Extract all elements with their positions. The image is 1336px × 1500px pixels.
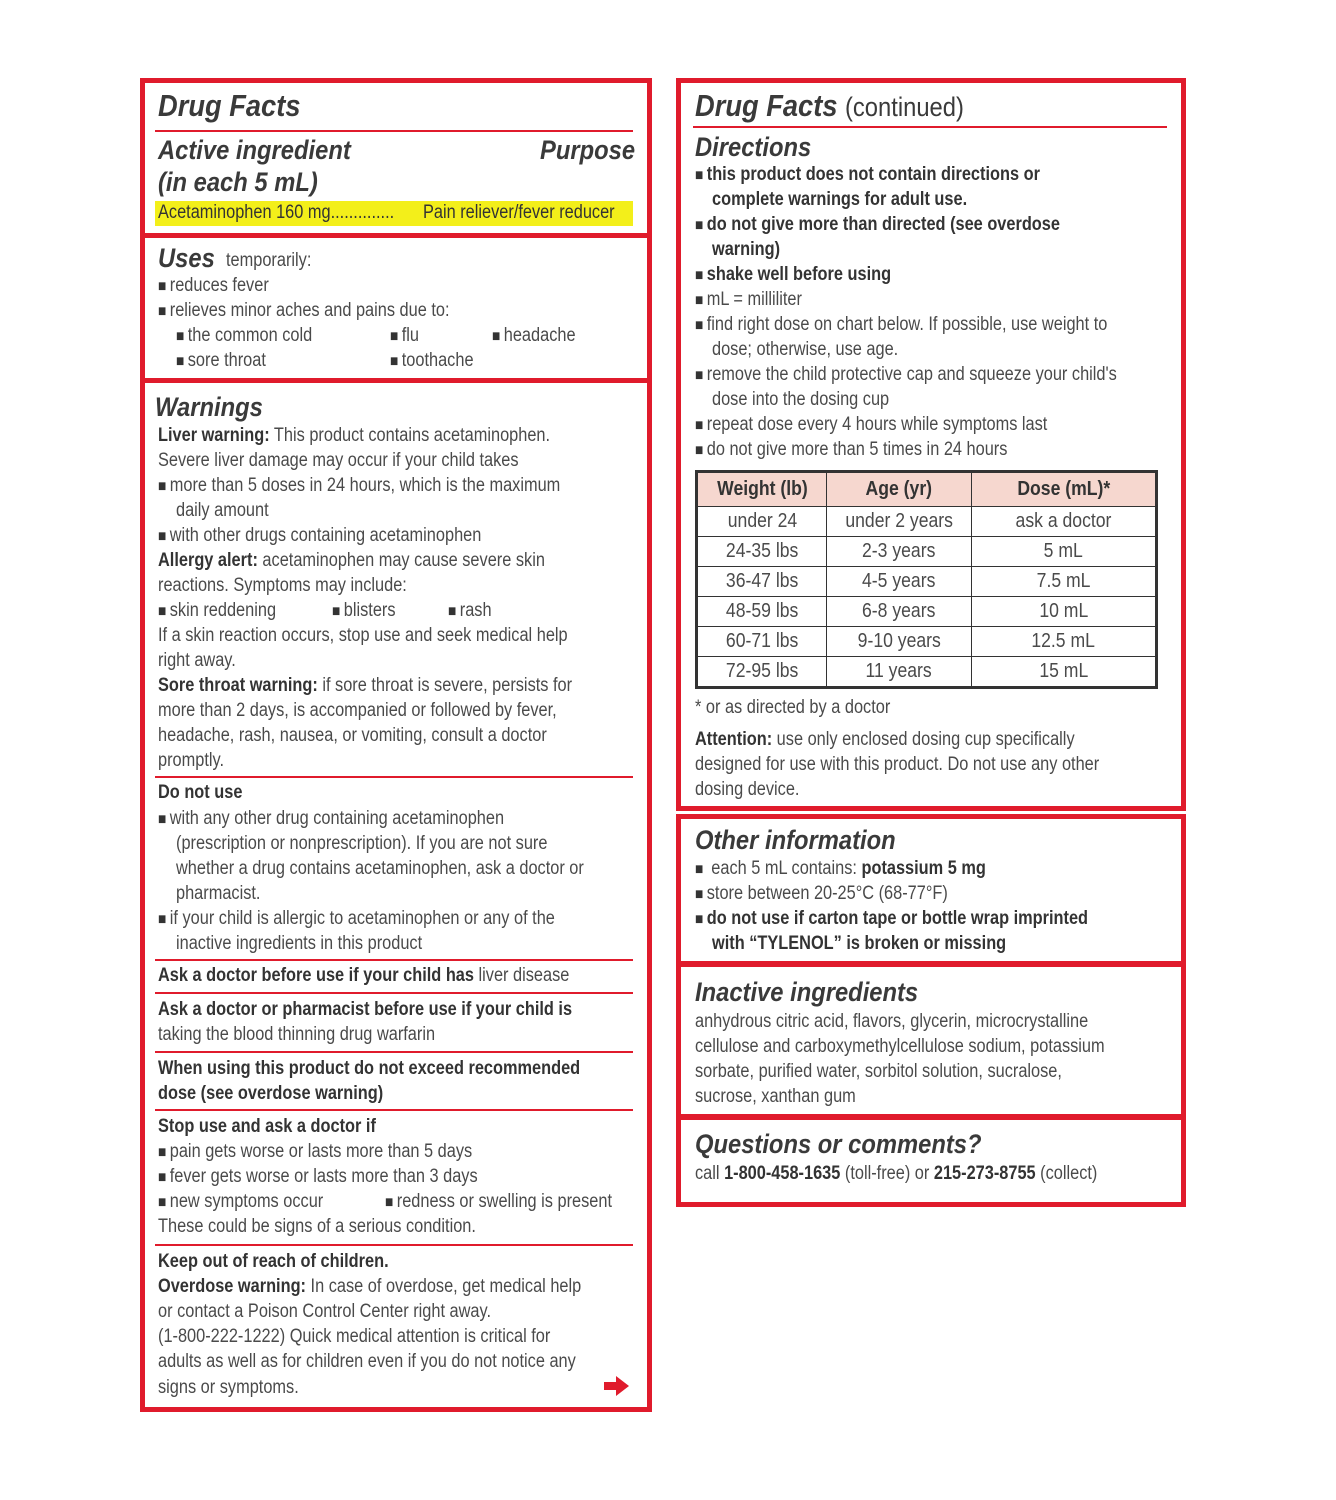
inactive-line: anhydrous citric acid, flavors, glycerin, microcrystalline bbox=[695, 1011, 1089, 1032]
ask-pharm-label: Ask a doctor or pharmacist before use if your child is bbox=[158, 999, 573, 1020]
ask-pharm-text: taking the blood thinning drug warfarin bbox=[158, 1024, 436, 1045]
uses-subitem: ■ the common cold bbox=[176, 325, 312, 347]
liver-item: ■ with other drugs containing acetaminophen bbox=[158, 525, 481, 547]
table-row: 36-47 lbs 4-5 years 7.5 mL bbox=[697, 567, 1157, 597]
liver-label: Liver warning: bbox=[158, 425, 270, 446]
allergy-item: ■ blisters bbox=[332, 600, 396, 622]
direction-item: dose; otherwise, use age. bbox=[712, 339, 899, 360]
stop-text: These could be signs of a serious condition. bbox=[158, 1216, 476, 1237]
allergy-line-4: right away. bbox=[158, 650, 236, 671]
direction-item: ■ do not give more than directed (see overdose bbox=[695, 214, 1060, 236]
allergy-line-3: If a skin reaction occurs, stop use and seek medical help bbox=[158, 625, 568, 646]
drug-facts-title-2: Drug Facts bbox=[695, 88, 838, 123]
other-info-heading: Other information bbox=[695, 825, 896, 855]
table-footnote: * or as directed by a doctor bbox=[695, 697, 891, 718]
direction-item: ■ find right dose on chart below. If possible, use weight to bbox=[695, 314, 1107, 336]
uses-subitem: ■ flu bbox=[390, 325, 419, 347]
ask-doctor-text: liver disease bbox=[473, 965, 570, 986]
stop-heading: Stop use and ask a doctor if bbox=[158, 1116, 376, 1137]
table-header-row bbox=[697, 472, 1157, 507]
divider bbox=[155, 959, 633, 961]
table-row: under 24 under 2 years ask a doctor bbox=[697, 507, 1157, 537]
attention-line-3: dosing device. bbox=[695, 779, 800, 800]
potassium-amount: potassium 5 mg bbox=[861, 858, 986, 879]
dnu-line: (prescription or nonprescription). If you are not sure bbox=[176, 833, 548, 854]
allergy-item: ■ rash bbox=[448, 600, 492, 622]
questions-tollfree: (toll-free) or bbox=[840, 1163, 934, 1184]
allergy-label: Allergy alert: bbox=[158, 550, 258, 571]
direction-item: ■ shake well before using bbox=[695, 264, 891, 286]
uses-subitem: ■ toothache bbox=[390, 350, 474, 372]
overdose-line-1 bbox=[158, 1276, 581, 1298]
table-header: Weight (lb) bbox=[697, 472, 827, 507]
direction-item: ■ this product does not contain directions or bbox=[695, 164, 1040, 186]
table-row: 60-71 lbs 9-10 years 12.5 mL bbox=[697, 627, 1157, 657]
inactive-line: sucrose, xanthan gum bbox=[695, 1086, 856, 1107]
warnings-heading: Warnings bbox=[155, 392, 263, 422]
divider bbox=[155, 1244, 633, 1246]
ask-doctor-line bbox=[158, 965, 569, 987]
throat-label: Sore throat warning: bbox=[158, 675, 318, 696]
collect-number: 215-273-8755 bbox=[933, 1163, 1036, 1184]
table-row: 48-59 lbs 6-8 years 10 mL bbox=[697, 597, 1157, 627]
ingredient-dots: .............. bbox=[330, 202, 395, 223]
dnu-line: ■ with any other drug containing acetaminophen bbox=[158, 808, 504, 830]
questions-call: call bbox=[695, 1163, 725, 1184]
dosing-table bbox=[695, 470, 1158, 689]
attention-text: use only enclosed dosing cup specifically bbox=[772, 729, 1075, 750]
ingredient-purpose: Pain reliever/fever reducer bbox=[423, 202, 615, 223]
inactive-line: sorbate, purified water, sorbitol solution, sucralose, bbox=[695, 1061, 1062, 1082]
attention-line-2: designed for use with this product. Do not use any other bbox=[695, 754, 1100, 775]
divider bbox=[155, 1109, 633, 1111]
stop-item: ■ pain gets worse or lasts more than 5 days bbox=[158, 1141, 472, 1163]
other-info-item: ■ store between 20-25°C (68-77°F) bbox=[695, 883, 948, 905]
direction-item: dose into the dosing cup bbox=[712, 389, 890, 410]
divider bbox=[155, 776, 633, 778]
direction-item: warning) bbox=[712, 239, 781, 260]
uses-intro: temporarily: bbox=[226, 250, 312, 271]
overdose-text: In case of overdose, get medical help bbox=[306, 1276, 582, 1297]
active-ingredient-sub: (in each 5 mL) bbox=[158, 167, 318, 197]
overdose-line-5: signs or symptoms. bbox=[158, 1377, 299, 1398]
liver-line-2: Severe liver damage may occur if your child takes bbox=[158, 450, 519, 471]
divider bbox=[155, 992, 633, 994]
direction-item: ■ mL = milliliter bbox=[695, 289, 802, 311]
overdose-line-4: adults as well as for children even if you do not notice any bbox=[158, 1351, 576, 1372]
when-using-line-2: dose (see overdose warning) bbox=[158, 1083, 384, 1104]
questions-heading: Questions or comments? bbox=[695, 1129, 982, 1159]
title-rule bbox=[155, 130, 633, 132]
direction-item: ■ remove the child protective cap and squeeze your child's bbox=[695, 364, 1117, 386]
liver-item: ■ more than 5 doses in 24 hours, which is the maximum bbox=[158, 475, 560, 497]
when-using-line-1: When using this product do not exceed recommended bbox=[158, 1058, 581, 1079]
throat-line-2: more than 2 days, is accompanied or followed by fever, bbox=[158, 700, 557, 721]
uses-item: ■ reduces fever bbox=[158, 275, 269, 297]
liver-item-cont: daily amount bbox=[176, 500, 269, 521]
other-info-item: with “TYLENOL” is broken or missing bbox=[712, 933, 1007, 954]
ask-doctor-label: Ask a doctor before use if your child has bbox=[158, 965, 474, 986]
title-rule bbox=[693, 126, 1167, 128]
directions-heading: Directions bbox=[695, 132, 812, 162]
inactive-line: cellulose and carboxymethylcellulose sodium, potassium bbox=[695, 1036, 1105, 1057]
throat-line-1 bbox=[158, 675, 572, 697]
dnu-line: pharmacist. bbox=[176, 883, 261, 904]
stop-item: ■ redness or swelling is present bbox=[385, 1191, 612, 1213]
purpose-heading: Purpose bbox=[540, 135, 636, 165]
continued-suffix: (continued) bbox=[844, 92, 964, 122]
overdose-line-3: (1-800-222-1222) Quick medical attention is critical for bbox=[158, 1326, 551, 1347]
ingredient-line bbox=[158, 202, 394, 224]
other-info-text: each 5 mL contains: bbox=[711, 858, 862, 879]
throat-text: if sore throat is severe, persists for bbox=[317, 675, 573, 696]
liver-line-1 bbox=[158, 425, 550, 447]
divider bbox=[155, 1051, 633, 1053]
direction-item: ■ repeat dose every 4 hours while symptoms last bbox=[695, 414, 1047, 436]
dnu-line: ■ if your child is allergic to acetaminophen or any of the bbox=[158, 908, 555, 930]
uses-subitem: ■ headache bbox=[492, 325, 576, 347]
stop-item: ■ fever gets worse or lasts more than 3 days bbox=[158, 1166, 478, 1188]
overdose-label: Overdose warning: bbox=[158, 1276, 307, 1297]
direction-item: complete warnings for adult use. bbox=[712, 189, 968, 210]
throat-line-4: promptly. bbox=[158, 750, 224, 771]
ingredient-name: Acetaminophen 160 mg bbox=[158, 202, 331, 223]
tollfree-number: 1-800-458-1635 bbox=[724, 1163, 841, 1184]
stop-item: ■ new symptoms occur bbox=[158, 1191, 323, 1213]
uses-subitem: ■ sore throat bbox=[176, 350, 266, 372]
table-row: 72-95 lbs 11 years 15 mL bbox=[697, 657, 1157, 688]
keep-out: Keep out of reach of children. bbox=[158, 1251, 389, 1272]
throat-line-3: headache, rash, nausea, or vomiting, consult a doctor bbox=[158, 725, 547, 746]
drug-facts-title: Drug Facts bbox=[158, 88, 301, 123]
liver-text: This product contains acetaminophen. bbox=[269, 425, 551, 446]
table-header: Dose (mL)* bbox=[972, 472, 1157, 507]
table-header: Age (yr) bbox=[827, 472, 972, 507]
uses-heading: Uses bbox=[158, 243, 215, 273]
direction-item: ■ do not give more than 5 times in 24 hours bbox=[695, 439, 1007, 461]
questions-collect: (collect) bbox=[1035, 1163, 1098, 1184]
dnu-line: whether a drug contains acetaminophen, ask a doctor or bbox=[176, 858, 584, 879]
inactive-heading: Inactive ingredients bbox=[695, 977, 919, 1007]
active-ingredient-heading: Active ingredient bbox=[158, 135, 351, 165]
allergy-line-1 bbox=[158, 550, 545, 572]
continued-title bbox=[695, 88, 980, 124]
continue-arrow-icon bbox=[604, 1375, 630, 1397]
allergy-line-2: reactions. Symptoms may include: bbox=[158, 575, 407, 596]
overdose-line-2: or contact a Poison Control Center right away. bbox=[158, 1301, 492, 1322]
dnu-line: inactive ingredients in this product bbox=[176, 933, 423, 954]
other-info-item bbox=[695, 858, 986, 880]
questions-line bbox=[695, 1163, 1097, 1185]
allergy-item: ■ skin reddening bbox=[158, 600, 276, 622]
uses-item: ■ relieves minor aches and pains due to: bbox=[158, 300, 450, 322]
table-row: 24-35 lbs 2-3 years 5 mL bbox=[697, 537, 1157, 567]
attention-line-1 bbox=[695, 729, 1075, 751]
allergy-text: acetaminophen may cause severe skin bbox=[257, 550, 545, 571]
other-info-item: ■ do not use if carton tape or bottle wrap imprinted bbox=[695, 908, 1088, 930]
attention-label: Attention: bbox=[695, 729, 773, 750]
do-not-use-heading: Do not use bbox=[158, 782, 243, 803]
